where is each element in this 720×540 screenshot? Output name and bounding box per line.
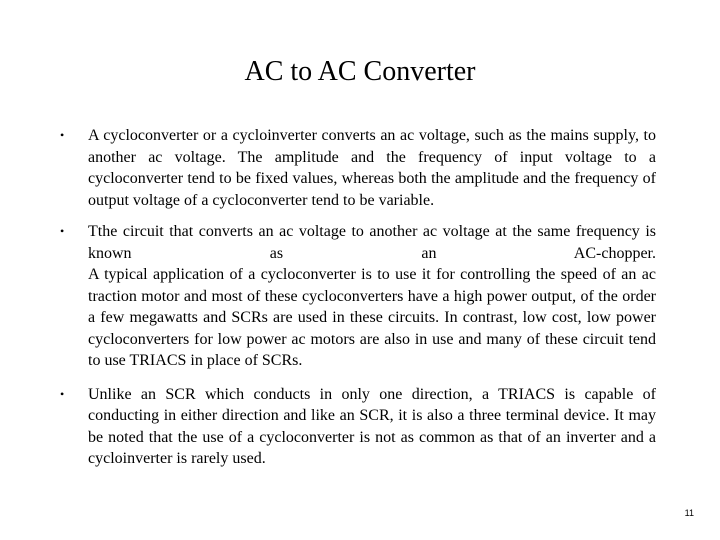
bullet-item-cycloconverter [60,125,656,211]
bullet-item-triacs [60,384,656,470]
slide-title: AC to AC Converter [244,56,476,87]
bullet-icon: • [60,386,65,401]
bullet-text-line2: A typical application of a cycloconverter is to use it for controlling the speed of an ac traction motor and most of these cycloconverters have a high power output, of the order a few megawatts and SCRs are used in these circuits. In contrast, low cost, low power cycloconverters for low power ac motors are also in use and many of these circuit tend to use TRIACS in place of SCRs. [88,266,656,369]
bullet-text-line1: Tthe circuit that converts an ac voltage to another ac voltage at the same frequency is known as an AC-chopper. [88,223,656,262]
bullet-text: Unlike an SCR which conducts in only one direction, a TRIACS is capable of conducting in either direction and like an SCR, it is also a three terminal device. It may be noted that the use of a cycloconverter is not as common as that of an inverter and a cycloinverter is rarely used. [88,385,656,467]
bullet-item-ac-chopper [60,221,656,372]
bullet-icon: • [60,128,65,142]
page-number: 11 [684,508,694,518]
bullet-text: A cycloconverter or a cycloinverter converts an ac voltage, such as the mains supply, to another ac voltage. The amplitude and the frequency of input voltage to a cycloconverter tend to be fixed values, whereas both the amplitude and the frequency of output voltage of a cycloconverter tend to be variable. [88,127,656,209]
bullet-list [60,125,656,480]
bullet-icon: • [60,224,65,238]
